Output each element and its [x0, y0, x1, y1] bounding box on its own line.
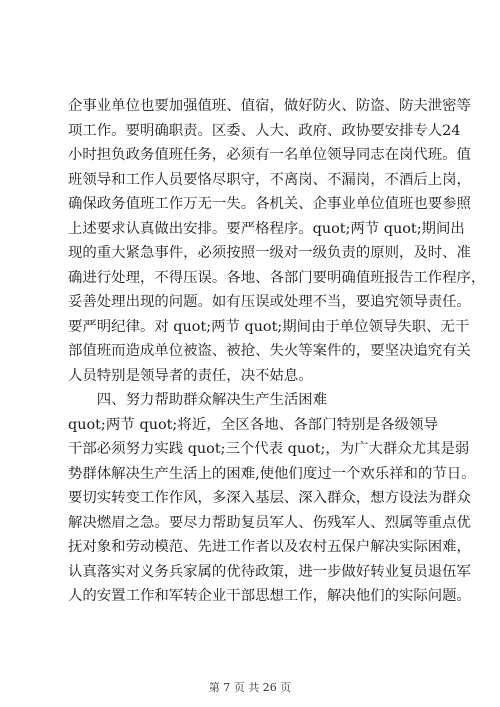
text-line: 企事业单位也要加强值班、值宿，做好防火、防盗、防夫泄密等 [68, 98, 471, 114]
text-line: 上述要求认真做出安排。要严格程序。quot;两节 quot;期间出 [68, 220, 465, 237]
text-line: 项工作。要明确职责。区委、人大、政府、政协要安排专人24 [68, 122, 461, 139]
text-line: 小时担负政务值班任务，必须有一名单位领导同志在岗代班。值 [68, 147, 471, 163]
text-line: 妥善处理出现的问题。如有压误或处理不当，要追究领导责任。 [68, 294, 471, 310]
text-line: 认真落实对义务兵家属的优待政策，进一步做好转业复员退伍军 [68, 563, 471, 580]
text-line: 班领导和工作人员要恪尽职守，不离岗、不漏岗，不酒后上岗， [68, 171, 471, 188]
text-line: 现的重大紧急事件，必须按照一级对一级负责的原则，及时、准 [68, 245, 471, 261]
text-line: 要切实转变工作作风，多深入基层、深入群众，想方设法为群众 [68, 490, 471, 506]
text-line: 抚对象和劳动模范、先进工作者以及农村五保户解决实际困难， [68, 539, 471, 555]
page-footer: 第 7 页 共 26 页 [208, 681, 292, 694]
text-line: 干部必须努力实践 quot;三个代表 quot;，为广大群众尤其是弱 [68, 441, 470, 457]
text-line: 确保政务值班工作万无一失。各机关、企事业单位值班也要参照 [68, 196, 471, 212]
text-line: 人的安置工作和军转企业干部思想工作，解决他们的实际问题。 [68, 588, 471, 604]
section-heading: 四、努力帮助群众解决生产生活困难 [96, 392, 328, 408]
text-line: 要严明纪律。对 quot;两节 quot;期间由于单位领导失职、无干 [68, 318, 470, 335]
text-line: 确进行处理，不得压误。各地、各部门要明确值班报告工作程序， [68, 269, 486, 286]
text-line: 势群体解决生产生活上的困难,使他们度过一个欢乐祥和的节日。 [68, 465, 476, 482]
text-line: 人员特别是领导者的责任，决不姑息。 [68, 367, 313, 384]
text-line: 部值班而造成单位被盗、被抢、失火等案件的，要坚决追究有关 [68, 343, 471, 359]
text-line: 解决燃眉之急。要尽力帮助复员军人、伤残军人、烈属等重点优 [68, 514, 471, 531]
text-line: quot;两节 quot;将近，全区各地、各部门特别是各级领导 [68, 416, 438, 433]
body-text [68, 94, 486, 609]
